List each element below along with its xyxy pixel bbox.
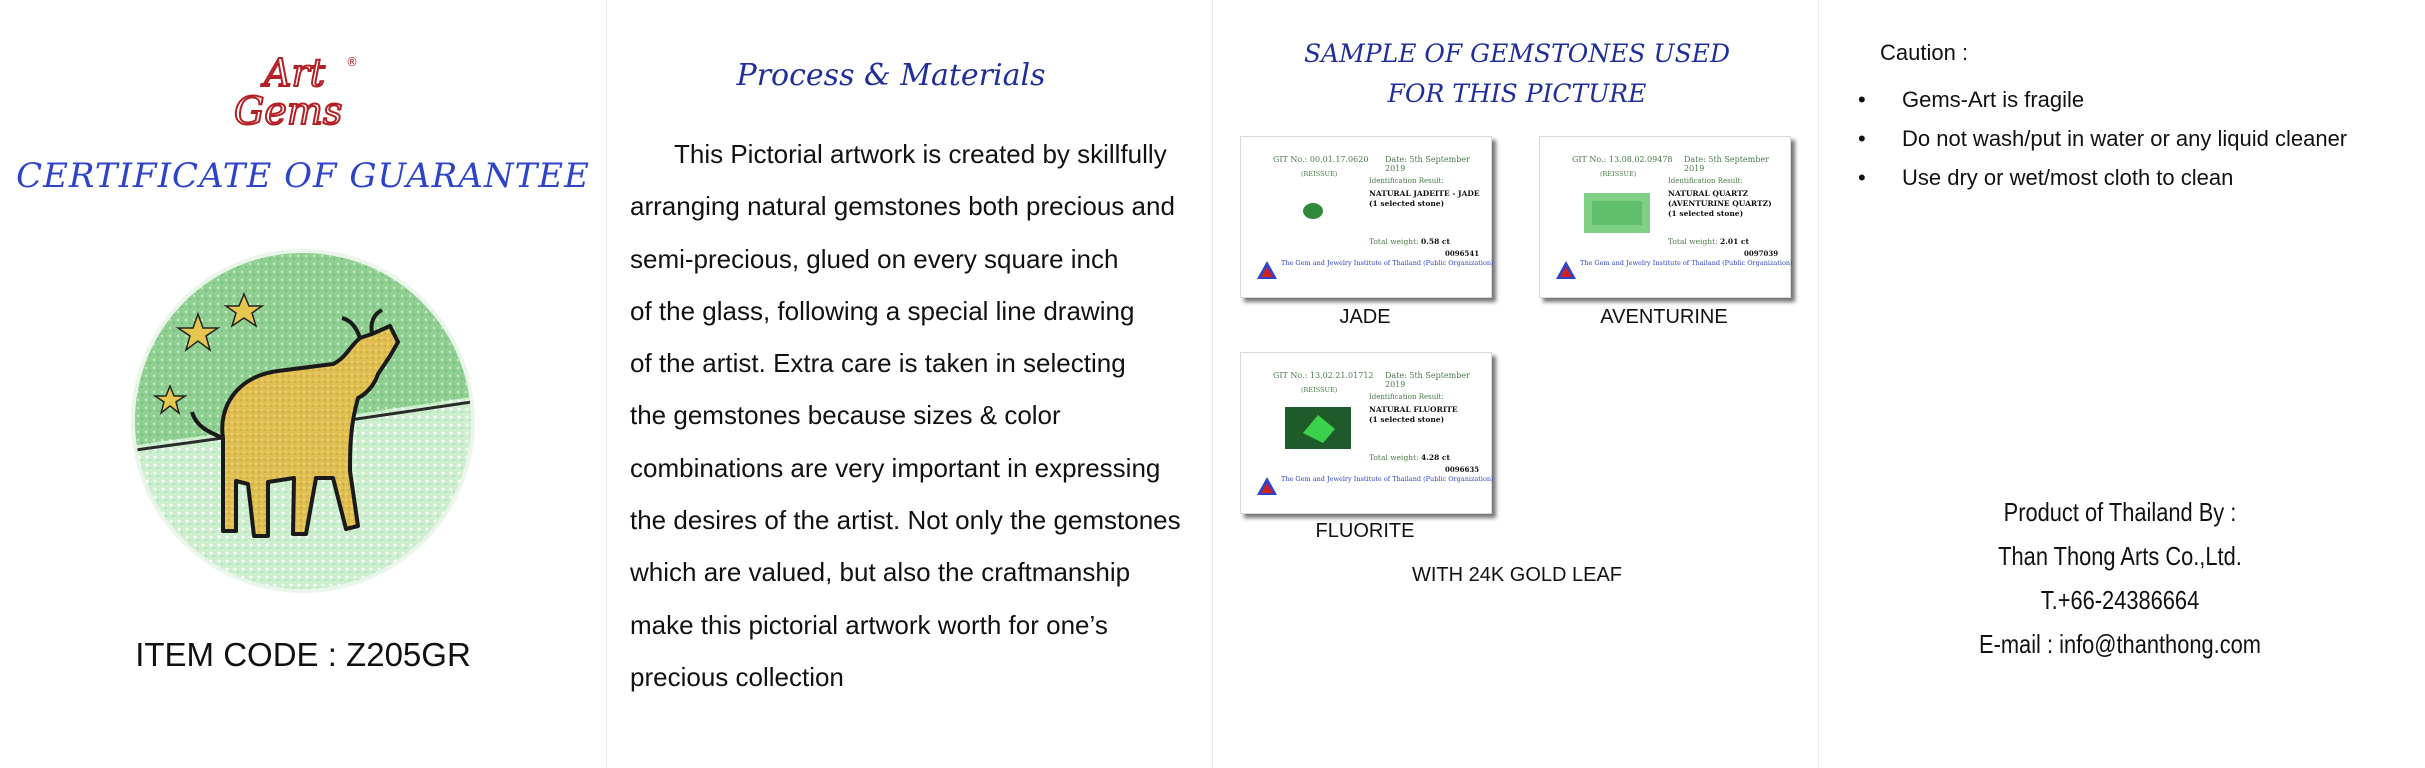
process-line: semi-precious, glued on every square inch <box>630 243 1119 274</box>
certificate-title: CERTIFICATE OF GUARANTEE <box>16 156 590 196</box>
samples-title-line1: SAMPLE OF GEMSTONES USED <box>1304 39 1730 68</box>
process-line: the gemstones because sizes & color <box>630 400 1061 431</box>
artwork-medallion <box>128 246 478 596</box>
card-date: Date: 5th September 2019 <box>1684 155 1769 173</box>
card-weight: Total weight: 0.58 ct <box>1369 237 1450 246</box>
gem-photo <box>1582 187 1652 237</box>
gem-certificate-card <box>1539 136 1791 298</box>
card-git-number: GIT No.: 13.08.02.09478 <box>1572 155 1673 164</box>
gem-photo <box>1283 187 1353 237</box>
card-id-label: Identification Result: <box>1668 177 1743 185</box>
logo-text-bottom: Gems <box>234 89 343 133</box>
samples-title-line2: FOR THIS PICTURE <box>1387 79 1647 108</box>
gem-caption-fluorite: FLUORITE <box>1315 520 1415 542</box>
process-line: This Pictorial artwork is created by skillfully <box>674 139 1167 169</box>
caution-title: Caution : <box>1880 40 1969 65</box>
gem-caption-jade: JADE <box>1339 306 1391 328</box>
samples-title <box>1212 34 1822 114</box>
panel-divider-3 <box>1818 0 1819 768</box>
card-weight: Total weight: 4.28 ct <box>1369 453 1450 462</box>
process-line: arranging natural gemstones both precious and <box>630 191 1175 222</box>
card-institute: The Gem and Jewelry Institute of Thailand (Public Organization) <box>1281 259 1494 267</box>
contact-email: E-mail : info@thanthong.com <box>1979 629 2261 659</box>
process-line: of the glass, following a special line drawing <box>630 295 1135 326</box>
gem-certificate-card <box>1240 352 1492 514</box>
contact-phone: T.+66-24386664 <box>2040 585 2200 615</box>
process-line: combinations are very important in expressing <box>630 452 1161 483</box>
card-serial: 0097039 <box>1744 249 1779 258</box>
contact-company: Than Thong Arts Co.,Ltd. <box>1998 541 2242 571</box>
card-reissue: (REISSUE) <box>1301 386 1338 394</box>
card-date: Date: 5th September 2019 <box>1385 371 1470 389</box>
gem-caption-aventurine: AVENTURINE <box>1600 306 1728 328</box>
bullet-icon: • <box>1858 87 1866 112</box>
contact-block <box>1902 490 2339 666</box>
card-id-label: Identification Result: <box>1369 177 1444 185</box>
card-serial: 0096541 <box>1445 249 1480 258</box>
card-serial: 0096635 <box>1445 465 1480 474</box>
institute-logo <box>1554 259 1578 281</box>
panel-divider-2 <box>1212 0 1213 768</box>
process-line: precious collection <box>630 661 844 692</box>
item-code: ITEM CODE : Z205GR <box>135 636 471 673</box>
card-date: Date: 5th September 2019 <box>1385 155 1470 173</box>
process-line: of the artist. Extra care is taken in selecting <box>630 348 1126 379</box>
process-line: which are valued, but also the craftmanship <box>630 557 1131 588</box>
card-id-label: Identification Result: <box>1369 393 1444 401</box>
gems-art-logo <box>228 44 378 134</box>
card-institute: The Gem and Jewelry Institute of Thailand (Public Organization) <box>1281 475 1494 483</box>
card-reissue: (REISSUE) <box>1301 170 1338 178</box>
process-description <box>630 128 1190 703</box>
gem-photo <box>1283 403 1353 453</box>
caution-list <box>1854 80 2347 197</box>
card-reissue: (REISSUE) <box>1600 170 1637 178</box>
process-line: the desires of the artist. Not only the gemstones <box>630 505 1181 536</box>
registered-mark: ® <box>346 55 358 69</box>
caution-item: • Do not wash/put in water or any liquid cleaner <box>1854 119 2347 158</box>
logo-text-top: Art <box>264 51 325 95</box>
contact-line-producer: Product of Thailand By : <box>2003 497 2237 527</box>
card-git-number: GIT No.: 00.01.17.0620 <box>1273 155 1369 164</box>
gold-leaf-note: WITH 24K GOLD LEAF <box>1411 564 1623 586</box>
process-line: make this pictorial artwork worth for one’s <box>630 609 1108 640</box>
card-result: NATURAL QUARTZ (AVENTURINE QUARTZ) (1 selected stone) <box>1668 189 1772 218</box>
process-title: Process & Materials <box>736 58 1046 93</box>
bullet-icon: • <box>1858 165 1866 190</box>
brand-logo <box>0 44 606 144</box>
card-result: NATURAL JADEITE - JADE (1 selected stone) <box>1369 189 1480 208</box>
gem-certificate-card <box>1240 136 1492 298</box>
institute-logo <box>1255 475 1279 497</box>
caution-item: • Gems-Art is fragile <box>1854 80 2347 119</box>
card-weight: Total weight: 2.01 ct <box>1668 237 1749 246</box>
caution-item: • Use dry or wet/most cloth to clean <box>1854 158 2347 197</box>
card-institute: The Gem and Jewelry Institute of Thailand (Public Organization) <box>1580 259 1793 267</box>
institute-logo <box>1255 259 1279 281</box>
card-result: NATURAL FLUORITE (1 selected stone) <box>1369 405 1458 424</box>
panel-divider-1 <box>606 0 607 768</box>
bullet-icon: • <box>1858 126 1866 151</box>
card-git-number: GIT No.: 13.02.21.01712 <box>1273 371 1374 380</box>
